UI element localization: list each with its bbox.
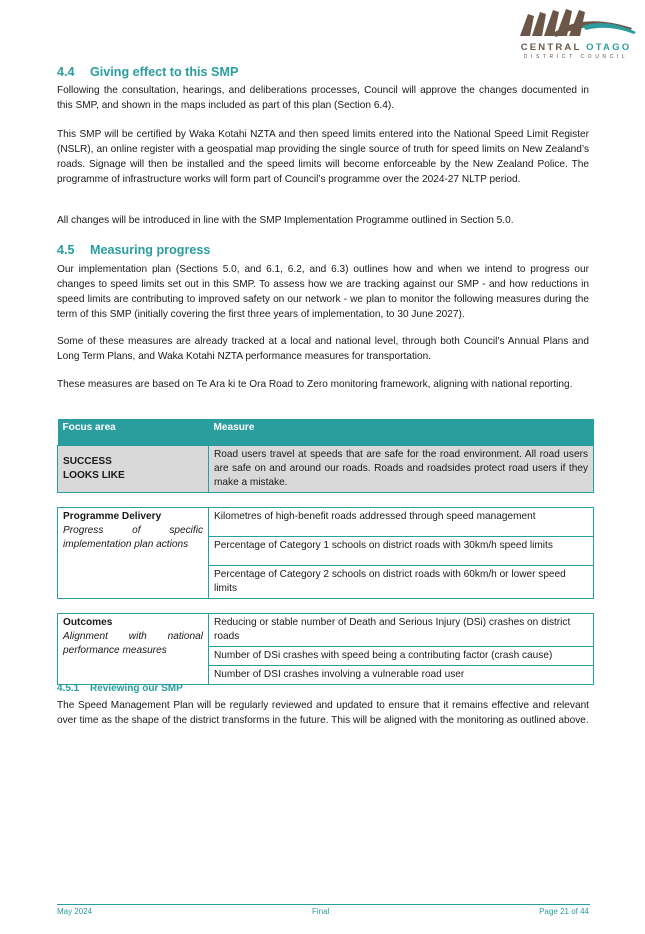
footer-divider: [57, 904, 590, 905]
success-measure: Road users travel at speeds that are safe for the road environment. All road users are safe on and around our roads. Roads and roadsides protect road users if they make a mistake.: [209, 446, 594, 493]
section-4-4-paragraph-1: Following the consultation, hearings, and deliberations processes, Council will approve the changes documented in this SMP, and shown in the maps included as part of this plan (Section 6.4).: [57, 85, 589, 111]
section-4-4-paragraph-2: This SMP will be certified by Waka Kotahi NZTA and then speed limits entered into the National Speed Limit Register (NSLR), an online register with a geospatial map providing the single source of truth for speed limits on New Zealand’s roads. Signage will then be installed and the speed limits will become enforceable by the New Zealand Police. The programme of infrastructure works will form part of Council’s programme over the 2024-27 NLTP period.: [57, 129, 589, 185]
measures-table: [57, 419, 594, 685]
programme-measure-2: Percentage of Category 1 schools on district roads with 30km/h speed limits: [209, 537, 594, 566]
outcomes-measure-3: Number of DSI crashes involving a vulnerable road user: [209, 666, 594, 685]
footer-page-number: Page 21 of 44: [539, 907, 589, 916]
section-4-5-paragraph-1: Our implementation plan (Sections 5.0, and 6.1, 6.2, and 6.3) outlines how and when we intend to progress our changes to speed limits set out in this SMP. To assess how we are tracking against our SMP - and how reductions in speed limits are contributing to improved safety on our network - we plan to monitor the following measures during the term of this SMP (initially covering the first three years of implementation, to 30 June 2027).: [57, 264, 589, 320]
success-focus: SUCCESS LOOKS LIKE: [58, 446, 209, 493]
header-measure: Measure: [209, 419, 594, 446]
section-4-5-heading: 4.5 Measuring progress: [57, 243, 211, 257]
footer-date: May 2024: [57, 907, 93, 916]
programme-measure-3: Percentage of Category 2 schools on district roads with 60km/h or lower speed limits: [209, 566, 594, 599]
logo-subtitle: DISTRICT COUNCIL: [523, 54, 629, 60]
section-4-4-heading: 4.4 Giving effect to this SMP: [57, 65, 239, 79]
outcomes-measure-1: Reducing or stable number of Death and Serious Injury (DSi) crashes on district roads: [209, 614, 594, 647]
section-4-5-1-paragraph: The Speed Management Plan will be regularly reviewed and updated to ensure that it remains effective and relevant over time as the shape of the district transforms in the future. This will be aligned with the monitoring as outlined above.: [57, 700, 589, 726]
central-otago-logo: [512, 4, 640, 62]
mountains-icon: [512, 4, 640, 44]
outcomes-focus: Outcomes Alignment with national performance measures: [58, 614, 209, 685]
section-4-5-paragraph-2: Some of these measures are already tracked at a local and national level, through both Council’s Annual Plans and Long Term Plans, and Waka Kotahi NZTA performance measures for transportation.: [57, 336, 589, 362]
section-4-5-1-heading: 4.5.1 Reviewing our SMP: [57, 683, 183, 694]
header-focus-area: Focus area: [58, 419, 209, 446]
footer-status: Final: [312, 907, 330, 916]
table-header-row: [58, 419, 594, 446]
outcomes-measure-2: Number of DSi crashes with speed being a contributing factor (crash cause): [209, 647, 594, 666]
logo-title: CENTRAL OTAGO: [520, 42, 632, 53]
programme-measure-1: Kilometres of high-benefit roads addressed through speed management: [209, 508, 594, 537]
programme-row-1: [58, 508, 594, 537]
section-4-4-paragraph-3: All changes will be introduced in line with the SMP Implementation Programme outlined in Section 5.0.: [57, 215, 514, 226]
section-4-5-paragraph-3: These measures are based on Te Ara ki te Ora Road to Zero monitoring framework, aligning with national reporting.: [57, 379, 573, 390]
programme-focus: Programme Delivery Progress of specific implementation plan actions: [58, 508, 209, 599]
outcomes-row-1: [58, 614, 594, 647]
success-row: [58, 446, 594, 493]
